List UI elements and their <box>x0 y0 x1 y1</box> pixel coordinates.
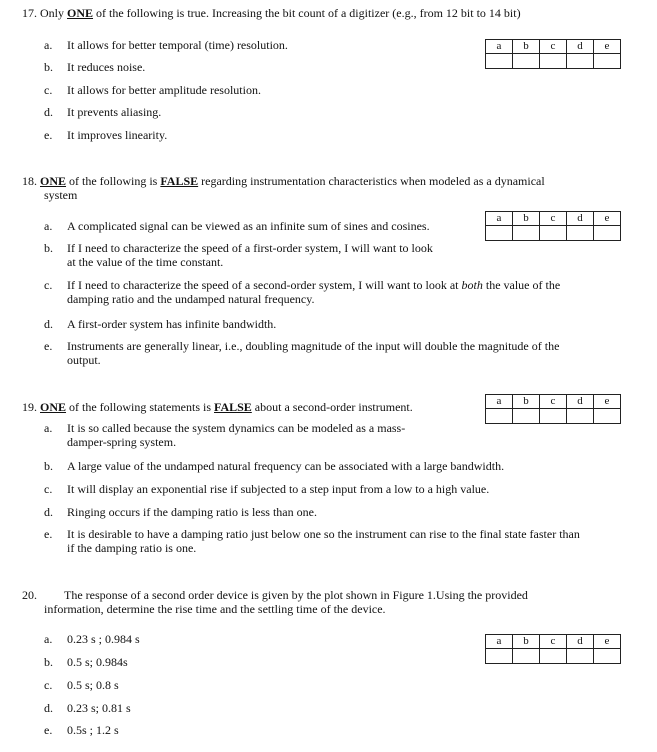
grid-letter-e: e <box>594 395 621 409</box>
question-20-stem: 20. The response of a second order device is given by the plot shown in Figure 1.Using the provided information, determine the rise time and the settling time of the device. <box>22 588 528 616</box>
answer-grid-q18[interactable] <box>485 211 621 241</box>
answer-cell-b[interactable] <box>513 226 540 241</box>
grid-letter-d: d <box>567 40 594 54</box>
grid-letter-d: d <box>567 212 594 226</box>
question-number: 17. <box>22 6 37 20</box>
grid-letter-b: b <box>513 40 540 54</box>
answer-cell-d[interactable] <box>567 54 594 69</box>
question-18-stem: 18. ONE of the following is FALSE regarding instrumentation characteristics when modeled as a dynamical system <box>22 174 545 202</box>
answer-cell-b[interactable] <box>513 409 540 424</box>
grid-letter-d: d <box>567 395 594 409</box>
answer-cell-c[interactable] <box>540 54 567 69</box>
answer-cell-a[interactable] <box>486 409 513 424</box>
grid-letter-e: e <box>594 635 621 649</box>
grid-letter-e: e <box>594 212 621 226</box>
question-17-stem: 17. Only ONE of the following is true. Increasing the bit count of a digitizer (e.g., from 12 bit to 14 bit) <box>22 6 521 20</box>
question-19-stem: 19. ONE of the following statements is FALSE about a second-order instrument. <box>22 400 413 414</box>
answer-cell-d[interactable] <box>567 226 594 241</box>
answer-cell-e[interactable] <box>594 409 621 424</box>
grid-letter-b: b <box>513 635 540 649</box>
grid-letter-c: c <box>540 40 567 54</box>
answer-cell-d[interactable] <box>567 649 594 664</box>
answer-grid-q19[interactable] <box>485 394 621 424</box>
grid-letter-a: a <box>486 635 513 649</box>
answer-cell-d[interactable] <box>567 409 594 424</box>
answer-cell-e[interactable] <box>594 226 621 241</box>
answer-grid-q20[interactable] <box>485 634 621 664</box>
grid-letter-c: c <box>540 635 567 649</box>
answer-cell-a[interactable] <box>486 226 513 241</box>
answer-cell-e[interactable] <box>594 54 621 69</box>
answer-cell-a[interactable] <box>486 649 513 664</box>
grid-letter-b: b <box>513 212 540 226</box>
answer-cell-c[interactable] <box>540 226 567 241</box>
grid-letter-b: b <box>513 395 540 409</box>
grid-letter-c: c <box>540 395 567 409</box>
answer-cell-b[interactable] <box>513 54 540 69</box>
grid-letter-a: a <box>486 395 513 409</box>
answer-cell-c[interactable] <box>540 649 567 664</box>
grid-letter-e: e <box>594 40 621 54</box>
grid-letter-d: d <box>567 635 594 649</box>
grid-letter-a: a <box>486 212 513 226</box>
question-number: 19. <box>22 400 37 414</box>
answer-cell-c[interactable] <box>540 409 567 424</box>
answer-cell-e[interactable] <box>594 649 621 664</box>
grid-letter-c: c <box>540 212 567 226</box>
answer-cell-a[interactable] <box>486 54 513 69</box>
grid-letter-a: a <box>486 40 513 54</box>
question-number: 18. <box>22 174 37 188</box>
answer-grid-q17[interactable] <box>485 39 621 69</box>
emphasis-one: ONE <box>67 6 94 20</box>
question-number: 20. <box>22 588 37 602</box>
answer-cell-b[interactable] <box>513 649 540 664</box>
